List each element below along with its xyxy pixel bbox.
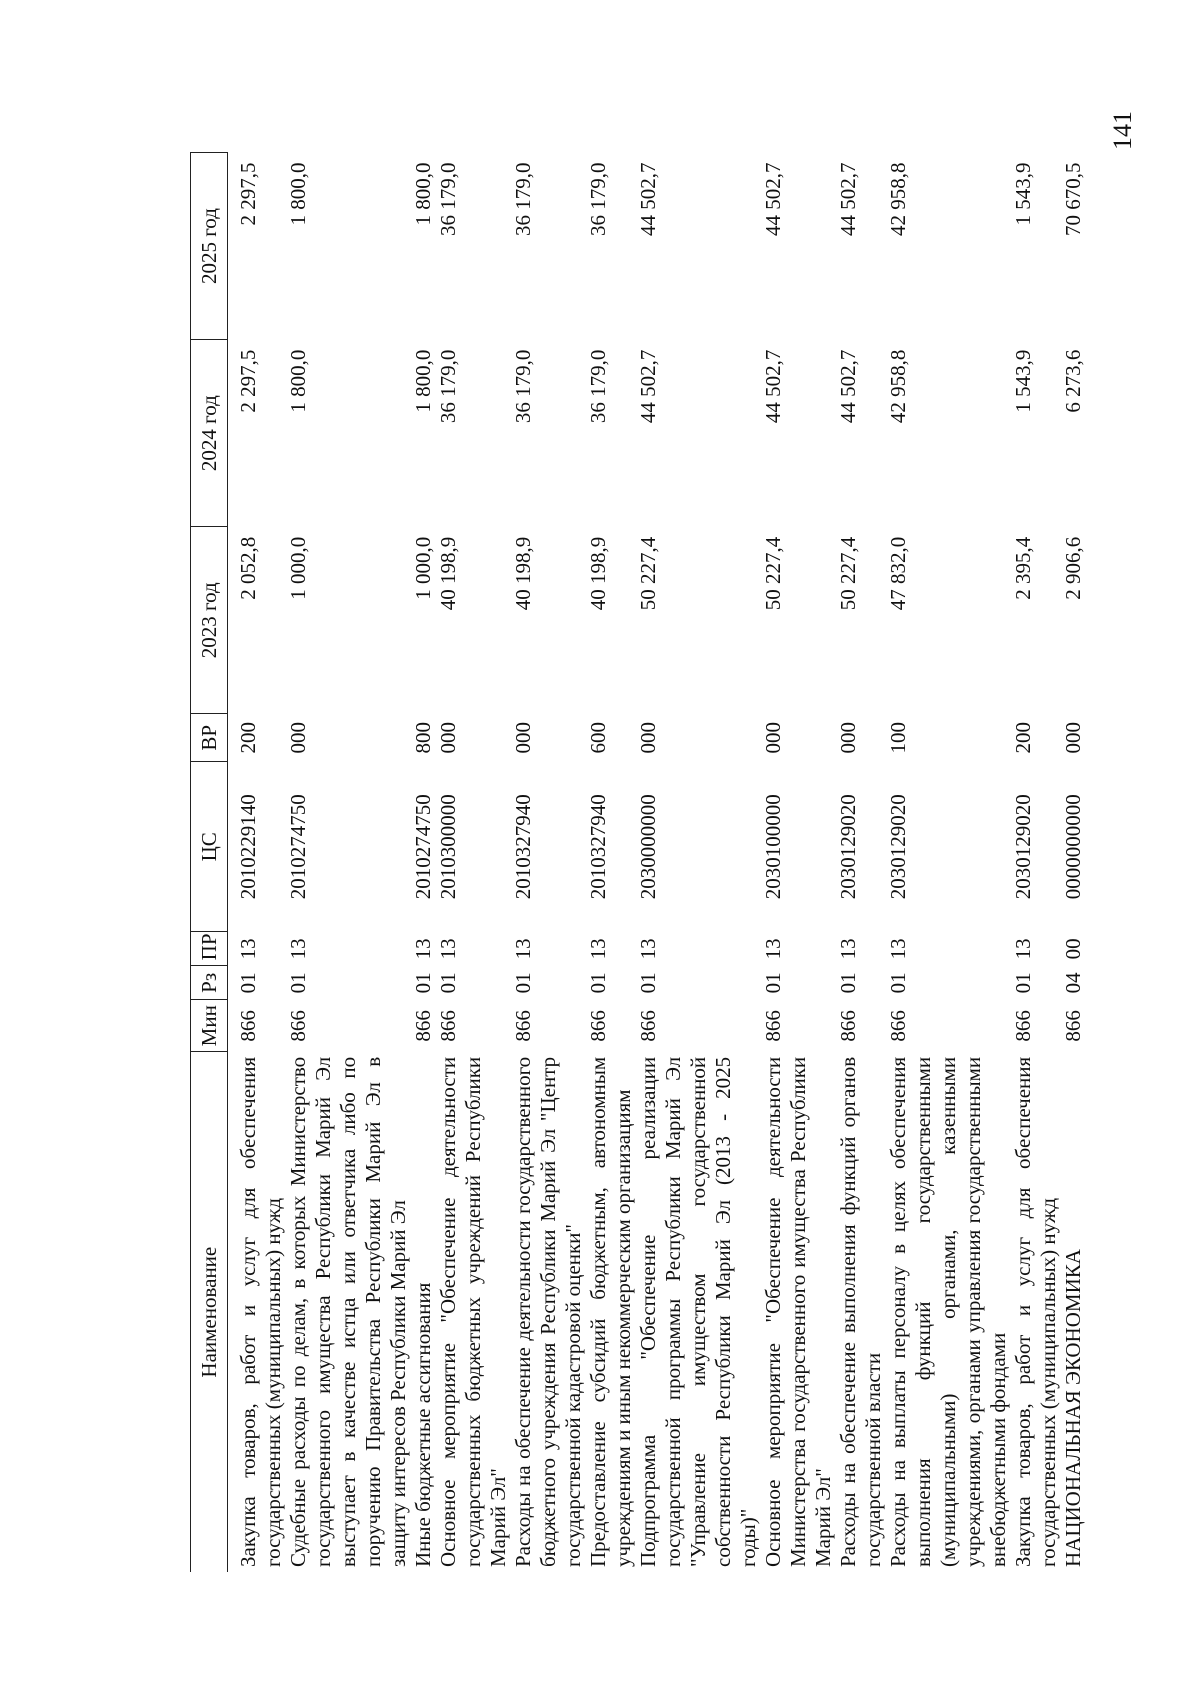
row-value-2024: 36 179,0 [586, 349, 610, 424]
row-rz: 01 [511, 972, 535, 994]
header-cs: ЦС [191, 762, 228, 932]
row-min: 866 [436, 1010, 460, 1042]
row-name: Расходы на выплаты персоналу в целях обеспечения выполнения функций государственными (муниципальными) органами, казенными учреждениями, органами управления государственными внебюджетными фондами [886, 1056, 1010, 1567]
row-vr: 000 [511, 722, 535, 754]
row-value-2024: 1 800,0 [286, 349, 310, 413]
row-name: НАЦИОНАЛЬНАЯ ЭКОНОМИКА [1061, 1249, 1085, 1567]
row-pr: 13 [761, 938, 785, 960]
row-pr: 13 [1011, 938, 1035, 960]
table-row [286, 153, 411, 1573]
row-pr: 13 [886, 938, 910, 960]
row-rz: 01 [411, 972, 435, 994]
header-min: Мин [191, 1000, 228, 1052]
page-number: 141 [1108, 111, 1137, 150]
row-value-2023: 2 395,4 [1011, 536, 1035, 600]
row-value-2025: 36 179,0 [436, 162, 460, 236]
row-cs: 2030129020 [836, 794, 860, 900]
row-value-2024: 44 502,7 [836, 349, 860, 424]
row-vr: 000 [836, 722, 860, 754]
row-vr: 200 [1011, 722, 1035, 754]
row-vr: 000 [636, 722, 660, 754]
row-rz: 01 [836, 972, 860, 994]
row-cs: 2010300000 [436, 794, 460, 900]
row-value-2025: 44 502,7 [836, 162, 860, 236]
table-row [511, 153, 586, 1573]
row-value-2023: 47 832,0 [886, 536, 910, 611]
row-value-2025: 44 502,7 [636, 162, 660, 236]
row-min: 866 [236, 1010, 260, 1042]
table-body [228, 153, 1087, 1573]
row-min: 866 [1061, 1010, 1085, 1042]
row-value-2024: 36 179,0 [511, 349, 535, 424]
table-row [1011, 153, 1061, 1573]
table-row [836, 153, 886, 1573]
row-rz: 01 [886, 972, 910, 994]
row-cs: 2030000000 [636, 794, 660, 900]
table-row [586, 153, 636, 1573]
row-value-2023: 2 906,6 [1061, 536, 1085, 600]
row-pr: 13 [586, 938, 610, 960]
row-value-2023: 40 198,9 [436, 536, 460, 611]
row-rz: 01 [761, 972, 785, 994]
row-value-2024: 36 179,0 [436, 349, 460, 424]
row-name: Иные бюджетные ассигнования [411, 1282, 435, 1567]
row-vr: 800 [411, 722, 435, 754]
row-cs: 2030129020 [1011, 794, 1035, 900]
row-value-2025: 42 958,8 [886, 162, 910, 236]
row-pr: 13 [236, 938, 260, 960]
row-value-2023: 1 000,0 [411, 536, 435, 600]
row-rz: 01 [236, 972, 260, 994]
row-cs: 2030129020 [886, 794, 910, 900]
row-value-2025: 44 502,7 [761, 162, 785, 236]
row-rz: 01 [636, 972, 660, 994]
row-name: Расходы на обеспечение деятельности государственного бюджетного учреждения Республики Марий Эл "Центр государственной кадастровой оценки" [511, 1056, 585, 1567]
row-name: Подпрограмма "Обеспечение реализации государственной программы Республики Марий Эл "Управление имуществом государственной собственности Республики Марий Эл (2013 - 2025 годы)" [636, 1056, 760, 1567]
row-value-2025: 36 179,0 [511, 162, 535, 236]
row-rz: 01 [286, 972, 310, 994]
row-vr: 000 [761, 722, 785, 754]
row-value-2024: 42 958,8 [886, 349, 910, 424]
table-row [436, 153, 511, 1573]
row-value-2023: 50 227,4 [836, 536, 860, 611]
table-row [228, 153, 287, 1573]
row-rz: 01 [1011, 972, 1035, 994]
row-rz: 01 [586, 972, 610, 994]
table-header [191, 153, 228, 1573]
row-vr: 200 [236, 722, 260, 754]
row-min: 866 [636, 1010, 660, 1042]
header-pr: ПР [191, 932, 228, 966]
row-cs: 0000000000 [1061, 794, 1085, 900]
table-row [411, 153, 436, 1573]
row-name: Предоставление субсидий бюджетным, автономным учреждениям и иным некоммерческим организациям [586, 1056, 635, 1567]
row-pr: 13 [511, 938, 535, 960]
row-value-2025: 2 297,5 [236, 162, 260, 226]
row-value-2024: 1 543,9 [1011, 349, 1035, 413]
row-min: 866 [761, 1010, 785, 1042]
row-value-2024: 44 502,7 [761, 349, 785, 424]
row-value-2024: 2 297,5 [236, 349, 260, 413]
row-vr: 100 [886, 722, 910, 754]
row-rz: 04 [1061, 972, 1085, 994]
row-rz: 01 [436, 972, 460, 994]
row-min: 866 [286, 1010, 310, 1042]
row-min: 866 [886, 1010, 910, 1042]
row-min: 866 [511, 1010, 535, 1042]
budget-table-sheet [190, 152, 1085, 1572]
row-value-2024: 1 800,0 [411, 349, 435, 413]
row-value-2025: 1 800,0 [411, 162, 435, 226]
row-pr: 13 [286, 938, 310, 960]
row-cs: 2010229140 [236, 794, 260, 900]
row-vr: 000 [286, 722, 310, 754]
row-cs: 2010327940 [586, 794, 610, 900]
budget-table [190, 152, 1086, 1572]
row-cs: 2010274750 [286, 794, 310, 900]
row-pr: 13 [836, 938, 860, 960]
row-pr: 13 [436, 938, 460, 960]
row-name: Основное мероприятие "Обеспечение деятельности Министерства государственного имущества Республики Марий Эл" [761, 1056, 835, 1567]
row-value-2023: 40 198,9 [511, 536, 535, 611]
row-cs: 2010274750 [411, 794, 435, 900]
header-vr: ВР [191, 714, 228, 762]
row-value-2025: 70 670,5 [1061, 162, 1085, 236]
row-vr: 600 [586, 722, 610, 754]
table-row [636, 153, 761, 1573]
header-2024: 2024 год [191, 340, 228, 527]
header-2023: 2023 год [191, 527, 228, 714]
row-value-2024: 44 502,7 [636, 349, 660, 424]
row-value-2023: 2 052,8 [236, 536, 260, 600]
row-vr: 000 [1061, 722, 1085, 754]
row-pr: 13 [411, 938, 435, 960]
table-row [886, 153, 1011, 1573]
row-value-2025: 1 543,9 [1011, 162, 1035, 226]
row-vr: 000 [436, 722, 460, 754]
header-name: Наименование [191, 1052, 228, 1572]
row-value-2023: 40 198,9 [586, 536, 610, 611]
row-name: Основное мероприятие "Обеспечение деятельности государственных бюджетных учреждений Республики Марий Эл" [436, 1056, 510, 1567]
row-cs: 2010327940 [511, 794, 535, 900]
row-name: Расходы на обеспечение выполнения функций органов государственной власти [836, 1056, 885, 1567]
row-value-2023: 50 227,4 [761, 536, 785, 611]
row-value-2025: 36 179,0 [586, 162, 610, 236]
row-min: 866 [836, 1010, 860, 1042]
row-name: Судебные расходы по делам, в которых Министерство государственного имущества Республики Марий Эл выступает в качестве истца или ответчика либо по поручению Правительства Республики Марий Эл в защиту интересов Республики Марий Эл [286, 1056, 410, 1567]
row-name: Закупка товаров, работ и услуг для обеспечения государственных (муниципальных) нужд [236, 1056, 285, 1567]
table-row [761, 153, 836, 1573]
header-rz: Рз [191, 966, 228, 1000]
table-row [1061, 153, 1086, 1573]
header-2025: 2025 год [191, 153, 228, 340]
row-value-2023: 50 227,4 [636, 536, 660, 611]
row-pr: 00 [1061, 938, 1085, 960]
row-value-2023: 1 000,0 [286, 536, 310, 600]
row-min: 866 [586, 1010, 610, 1042]
row-cs: 2030100000 [761, 794, 785, 900]
row-min: 866 [1011, 1010, 1035, 1042]
row-pr: 13 [636, 938, 660, 960]
row-value-2024: 6 273,6 [1061, 349, 1085, 413]
row-value-2025: 1 800,0 [286, 162, 310, 226]
row-min: 866 [411, 1010, 435, 1042]
row-name: Закупка товаров, работ и услуг для обеспечения государственных (муниципальных) нужд [1011, 1056, 1060, 1567]
